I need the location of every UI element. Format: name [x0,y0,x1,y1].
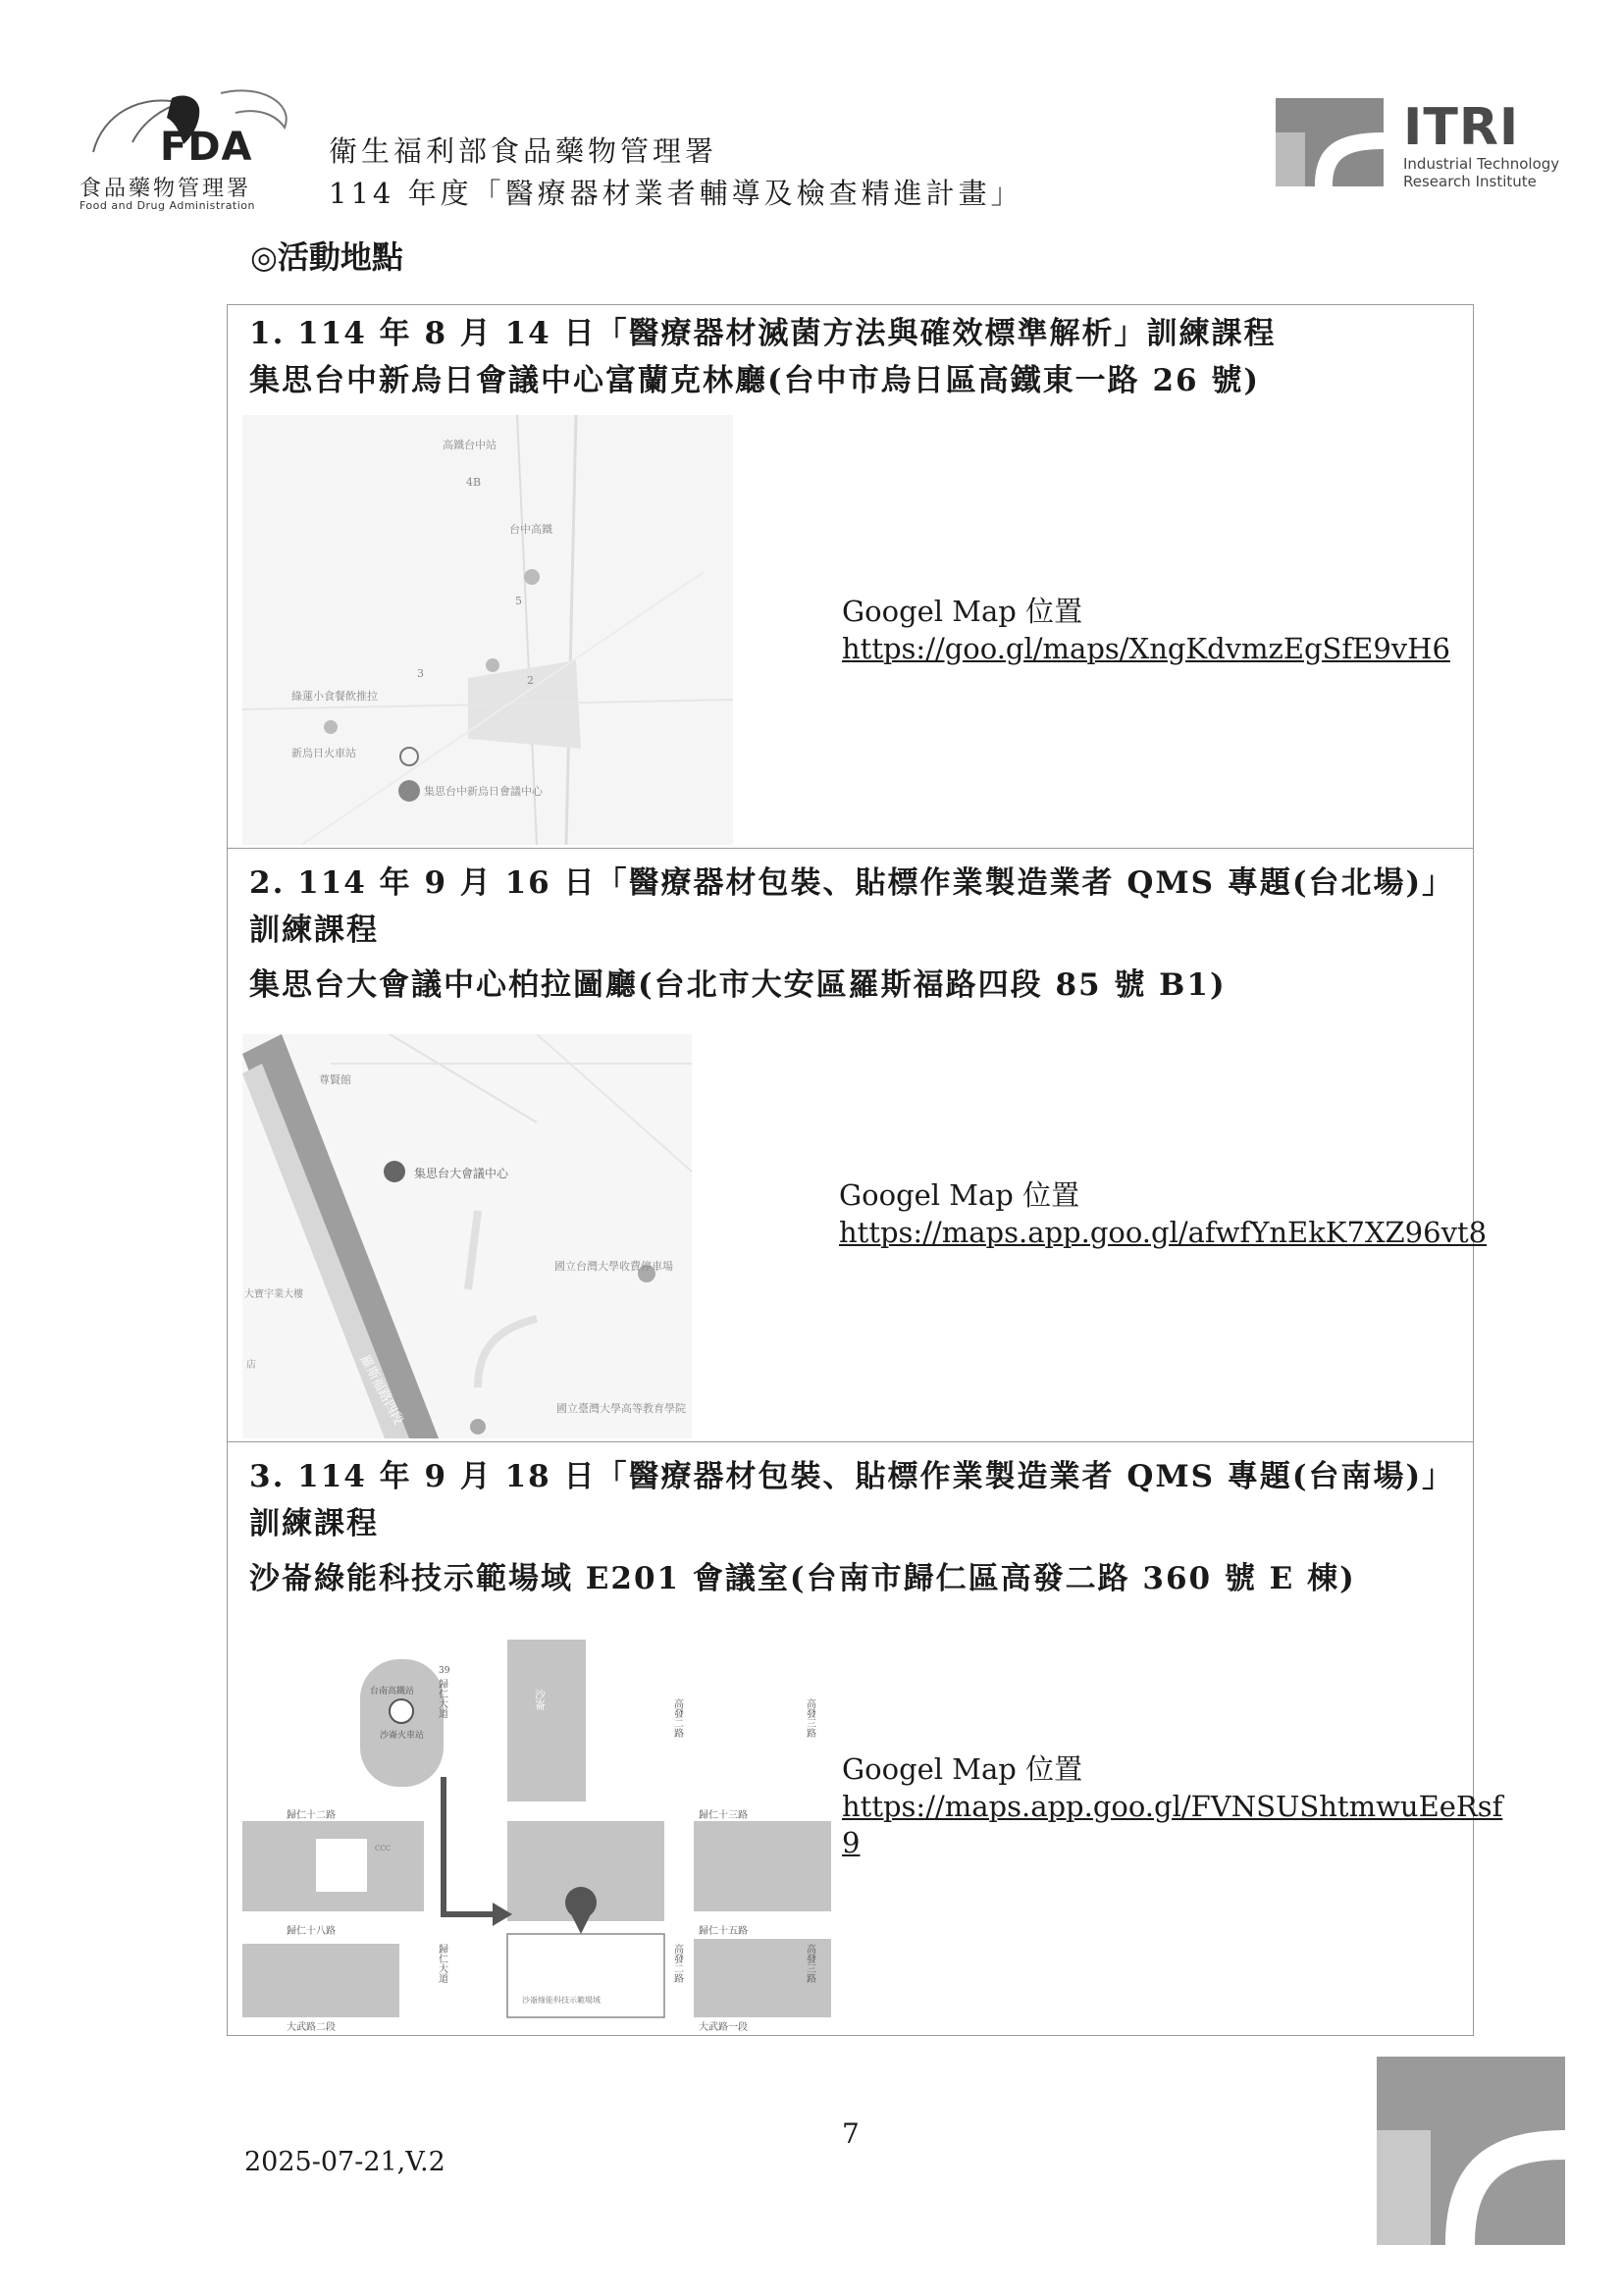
map-label-road: 羅斯福路四段 [356,1352,406,1428]
map-label-ccc: CCC [375,1845,392,1852]
map-label-train: 新烏日火車站 [291,747,356,759]
row-divider [228,1441,1473,1442]
map-label-dawu2: 大武路二段 [287,2022,336,2032]
map-label-exit5: 5 [515,595,522,607]
map-label-shalun: 沙崙 [533,1689,547,1710]
school-pin-icon [470,1419,486,1435]
restaurant-pin-icon [324,720,338,734]
fda-logo [74,83,299,211]
map-label-top: 尊賢館 [319,1073,351,1086]
map-label-hsr: 台南高鐵站 [370,1687,415,1696]
map-label-station-n: 台中高鐵 [509,523,552,536]
event-row-3 [228,1443,1503,2035]
event-3-title-line-2: 訓練課程 [249,1506,379,1541]
event-3-map-link-line-1[interactable]: https://maps.app.goo.gl/FVNSUShtmwuEeRsf [842,1790,1503,1823]
map-label-train: 沙崙火車站 [380,1731,425,1741]
map-label-gaofa3-2: 高發三路 [804,1944,815,1983]
map-label-exit2: 2 [527,674,534,687]
event-1-map[interactable] [242,415,733,845]
map-label-school: 國立臺灣大學高等教育學院 [556,1402,686,1415]
event-1-title-line-2: 集思台中新烏日會議中心富蘭克林廳(台中市烏日區高鐵東一路 26 號) [249,363,1261,398]
map-label-exit3: 3 [417,667,424,680]
map-label-gaofa2-2: 高發二路 [671,1944,683,1983]
event-1-title-line-1: 1. 114 年 8 月 14 日「醫療器材滅菌方法與確效標準解析」訓練課程 [249,316,1277,351]
venue-pin-icon [384,1161,405,1182]
map-label-venue: 沙崙綠能科技示範場域 [522,1996,601,2005]
row-divider [228,848,1473,849]
event-3-map[interactable] [242,1640,831,2032]
restaurant-pin-icon [524,569,540,585]
event-2-title-line-3: 集思台大會議中心柏拉圖廳(台北市大安區羅斯福路四段 85 號 B1) [249,967,1227,1003]
event-1-map-link[interactable]: https://goo.gl/maps/XngKdvmzEgSfE9vH6 [842,632,1450,665]
map-label-venue: 集思台大會議中心 [414,1167,509,1180]
event-2-title-line-1: 2. 114 年 9 月 16 日「醫療器材包裝、貼標作業製造業者 QMS 專題(台北場)」 [249,865,1455,901]
event-row-1 [228,305,1473,848]
map-label-route: 39 [439,1666,450,1676]
map-label-dawu1: 大武路一段 [699,2022,748,2032]
venue-pin-icon [398,780,420,802]
itri-corner-mark-icon [1377,2057,1565,2245]
restaurant-pin-icon [486,658,499,672]
event-2-map[interactable] [242,1034,692,1438]
event-2-map-link[interactable]: https://maps.app.goo.gl/afwfYnEkK7XZ96vt8 [839,1216,1488,1249]
map-label-hsr: 高鐵台中站 [443,439,497,451]
map-label-road12: 歸仁十二路 [287,1810,336,1821]
event-2-map-label: Googel Map 位置 [839,1178,1080,1212]
fda-logo-cn: 食品藥物管理署 [79,177,252,201]
event-3-map-label: Googel Map 位置 [842,1752,1083,1786]
itri-logo [1276,98,1590,190]
map-label-guiren-ave: 歸仁大道 [436,1679,447,1718]
map-label-restaurant: 綠蓮小食餐飲推拉 [291,690,378,703]
map-label-left: 大寶宇業大樓 [244,1289,303,1300]
document-version: 2025-07-21,V.2 [244,2147,445,2177]
map-label-venue: 集思台中新烏日會議中心 [424,785,543,798]
itri-mark-icon [1276,98,1384,186]
venue-table [227,304,1503,2036]
event-1-map-label: Googel Map 位置 [842,595,1083,628]
map-label-parking: 國立台灣大學收費停車場 [554,1260,673,1273]
event-3-title-line-1: 3. 114 年 9 月 18 日「醫療器材包裝、貼標作業製造業者 QMS 專題(台南場)」 [249,1459,1455,1494]
itri-logo-word: ITRI [1403,98,1520,157]
map-label-road13: 歸仁十三路 [699,1810,748,1821]
map-label-guiren-ave-2: 歸仁大道 [436,1944,447,1983]
fda-logo-en: Food and Drug Administration [79,199,255,212]
page-number: 7 [842,2117,860,2150]
train-station-icon [390,1699,413,1723]
itri-logo-sub1: Industrial Technology [1403,155,1560,173]
fda-logo-text: FDA [160,125,253,170]
map-label-exit4b: 4B [466,476,482,489]
map-label-road18: 歸仁十八路 [287,1926,336,1937]
event-row-2 [228,850,1488,1441]
event-3-title-line-3: 沙崙綠能科技示範場域 E201 會議室(台南市歸仁區高發二路 360 號 E 棟) [249,1561,1356,1596]
header-project-name: 114 年度「醫療器材業者輔導及檢查精進計畫」 [329,177,1023,210]
itri-logo-sub2: Research Institute [1403,173,1537,190]
map-label-gaofa3: 高發三路 [804,1698,815,1738]
event-3-map-link-line-2[interactable]: 9 [842,1826,861,1859]
map-label-road15: 歸仁十五路 [699,1926,748,1937]
map-label-store: 店 [246,1360,256,1371]
event-2-title-line-2: 訓練課程 [249,913,379,948]
header-org-name: 衛生福利部食品藥物管理署 [329,134,718,168]
section-title: ◎活動地點 [250,238,403,276]
map-label-gaofa2: 高發二路 [671,1698,683,1738]
